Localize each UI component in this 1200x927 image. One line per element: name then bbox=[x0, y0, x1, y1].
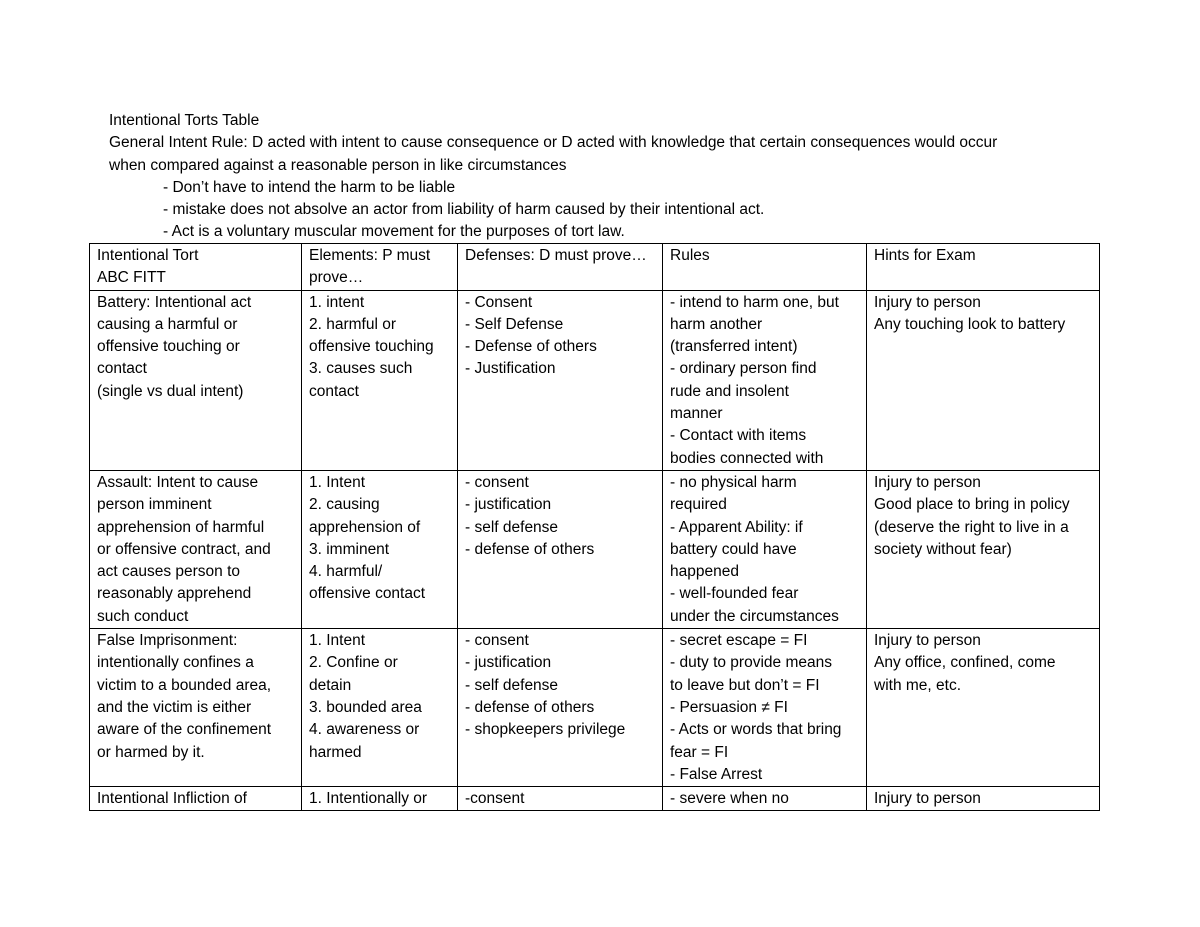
cell-line: - consent bbox=[465, 473, 529, 491]
table-row bbox=[90, 787, 1100, 811]
cell-line: - Persuasion ≠ FI bbox=[670, 698, 788, 716]
cell-line: offensive contact bbox=[309, 585, 426, 603]
cell-line: - Consent bbox=[465, 293, 533, 311]
rules-cell bbox=[663, 470, 867, 628]
intentional-torts-table bbox=[89, 243, 1100, 811]
cell-line: 4. awareness or bbox=[309, 721, 420, 739]
cell-line: with me, etc. bbox=[874, 676, 961, 694]
cell-line: Injury to person bbox=[874, 293, 981, 311]
cell-line: happened bbox=[670, 563, 739, 581]
cell-line: Any office, confined, come bbox=[874, 654, 1056, 672]
cell-line: and the victim is either bbox=[97, 698, 252, 716]
cell-line: offensive touching or bbox=[97, 338, 240, 356]
cell-line: harm another bbox=[670, 315, 763, 333]
hints-cell bbox=[867, 470, 1100, 628]
cell-line: - Defense of others bbox=[465, 338, 597, 356]
cell-line: - duty to provide means bbox=[670, 654, 832, 672]
intent-bullet: - Act is a voluntary muscular movement for the purposes of tort law. bbox=[163, 223, 625, 241]
cell-line: - shopkeepers privilege bbox=[465, 721, 626, 739]
cell-line: - severe when no bbox=[670, 790, 789, 808]
tort-cell bbox=[90, 629, 302, 787]
cell-line: - Justification bbox=[465, 360, 556, 378]
cell-line: 4. harmful/ bbox=[309, 563, 383, 581]
cell-line: 3. imminent bbox=[309, 540, 390, 558]
cell-line: - intend to harm one, but bbox=[670, 293, 839, 311]
intent-bullet: - mistake does not absolve an actor from liability of harm caused by their intentional act. bbox=[163, 201, 765, 219]
cell-line: 2. harmful or bbox=[309, 315, 397, 333]
cell-line: (transferred intent) bbox=[670, 338, 798, 356]
cell-line: - no physical harm bbox=[670, 473, 797, 491]
header-cell-hints: Hints for Exam bbox=[867, 244, 1100, 291]
cell-line: - consent bbox=[465, 632, 529, 650]
header-cell-intentional-tort: Intentional Tort ABC FITT bbox=[90, 244, 302, 291]
cell-line: victim to a bounded area, bbox=[97, 676, 272, 694]
table-header-row bbox=[90, 244, 1100, 291]
cell-line: 1. Intentionally or bbox=[309, 790, 428, 808]
cell-line: 1. intent bbox=[309, 293, 365, 311]
cell-line: - justification bbox=[465, 496, 552, 514]
intro-section bbox=[109, 110, 1099, 244]
cell-line: - Contact with items bbox=[670, 427, 807, 445]
table-row bbox=[90, 290, 1100, 470]
cell-line: 2. causing bbox=[309, 496, 380, 514]
cell-line: rude and insolent bbox=[670, 382, 789, 400]
rules-cell bbox=[663, 290, 867, 470]
cell-line: society without fear) bbox=[874, 540, 1012, 558]
cell-line: 3. causes such bbox=[309, 360, 413, 378]
cell-line: or harmed by it. bbox=[97, 743, 205, 761]
cell-line: Injury to person bbox=[874, 473, 981, 491]
cell-line: - defense of others bbox=[465, 540, 595, 558]
cell-line: - Apparent Ability: if bbox=[670, 518, 803, 536]
cell-line: causing a harmful or bbox=[97, 315, 238, 333]
tort-cell bbox=[90, 290, 302, 470]
hints-cell bbox=[867, 787, 1100, 811]
header-cell-defenses: Defenses: D must prove… bbox=[458, 244, 663, 291]
cell-line: bodies connected with bbox=[670, 449, 824, 467]
cell-line: 1. Intent bbox=[309, 473, 366, 491]
cell-line: manner bbox=[670, 405, 723, 423]
cell-line: Assault: Intent to cause bbox=[97, 473, 259, 491]
document-title: Intentional Torts Table bbox=[109, 112, 260, 129]
intent-bullet: - Don’t have to intend the harm to be liable bbox=[163, 178, 456, 196]
cell-line: (deserve the right to live in a bbox=[874, 518, 1069, 536]
cell-line: - ordinary person find bbox=[670, 360, 817, 378]
cell-line: person imminent bbox=[97, 496, 212, 514]
cell-line: - well-founded fear bbox=[670, 585, 799, 603]
general-intent-rule-line-1: General Intent Rule: D acted with intent to cause consequence or D acted with knowledge that certain consequences would occur bbox=[109, 134, 998, 152]
cell-line: aware of the confinement bbox=[97, 721, 272, 739]
cell-line: -consent bbox=[465, 790, 525, 808]
cell-line: detain bbox=[309, 676, 352, 694]
hints-cell bbox=[867, 290, 1100, 470]
tort-cell bbox=[90, 470, 302, 628]
elements-cell bbox=[302, 629, 458, 787]
cell-line: harmed bbox=[309, 743, 362, 761]
cell-line: Injury to person bbox=[874, 632, 981, 650]
header-cell-rules: Rules bbox=[663, 244, 867, 291]
cell-line: Any touching look to battery bbox=[874, 315, 1066, 333]
rules-cell bbox=[663, 629, 867, 787]
cell-line: - self defense bbox=[465, 676, 559, 694]
cell-line: - False Arrest bbox=[670, 765, 763, 783]
cell-line: battery could have bbox=[670, 540, 797, 558]
cell-line: or offensive contract, and bbox=[97, 540, 271, 558]
cell-line: offensive touching bbox=[309, 338, 434, 356]
cell-line: - defense of others bbox=[465, 698, 595, 716]
cell-line: apprehension of bbox=[309, 518, 421, 536]
cell-line: 3. bounded area bbox=[309, 698, 422, 716]
cell-line: - self defense bbox=[465, 518, 559, 536]
defenses-cell bbox=[458, 290, 663, 470]
cell-line: reasonably apprehend bbox=[97, 585, 252, 603]
cell-line: under the circumstances bbox=[670, 607, 839, 625]
elements-cell bbox=[302, 787, 458, 811]
cell-line: fear = FI bbox=[670, 743, 729, 761]
header-cell-elements: Elements: P must prove… bbox=[302, 244, 458, 291]
defenses-cell bbox=[458, 470, 663, 628]
elements-cell bbox=[302, 470, 458, 628]
general-intent-rule-line-2: when compared against a reasonable person in like circumstances bbox=[109, 156, 567, 174]
cell-line: Good place to bring in policy bbox=[874, 496, 1070, 514]
cell-line: Intentional Infliction of bbox=[97, 790, 247, 808]
cell-line: intentionally confines a bbox=[97, 654, 254, 672]
cell-line: apprehension of harmful bbox=[97, 518, 265, 536]
elements-cell bbox=[302, 290, 458, 470]
cell-line: such conduct bbox=[97, 607, 189, 625]
cell-line: contact bbox=[97, 360, 147, 378]
table-row bbox=[90, 470, 1100, 628]
cell-line: False Imprisonment: bbox=[97, 632, 238, 650]
defenses-cell bbox=[458, 787, 663, 811]
cell-line: - secret escape = FI bbox=[670, 632, 808, 650]
cell-line: act causes person to bbox=[97, 563, 241, 581]
cell-line: to leave but don’t = FI bbox=[670, 676, 820, 694]
rules-cell bbox=[663, 787, 867, 811]
cell-line: required bbox=[670, 496, 727, 514]
defenses-cell bbox=[458, 629, 663, 787]
table-row bbox=[90, 629, 1100, 787]
cell-line: Battery: Intentional act bbox=[97, 293, 252, 311]
cell-line: 1. Intent bbox=[309, 632, 366, 650]
cell-line: Injury to person bbox=[874, 790, 981, 808]
cell-line: contact bbox=[309, 382, 359, 400]
tort-cell bbox=[90, 787, 302, 811]
cell-line: - Acts or words that bring bbox=[670, 721, 842, 739]
cell-line: 2. Confine or bbox=[309, 654, 398, 672]
hints-cell bbox=[867, 629, 1100, 787]
cell-line: - Self Defense bbox=[465, 315, 564, 333]
cell-line: - justification bbox=[465, 654, 552, 672]
cell-line: (single vs dual intent) bbox=[97, 382, 244, 400]
